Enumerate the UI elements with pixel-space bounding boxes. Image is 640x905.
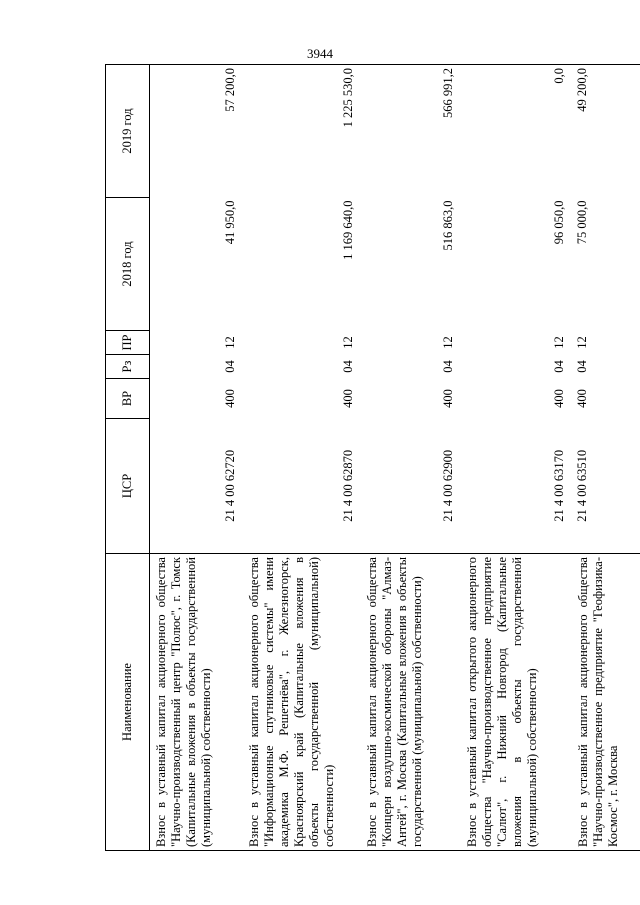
row-2018: 75 000,0 <box>575 200 589 245</box>
row-rz: 04 <box>552 360 566 373</box>
row-pr: 12 <box>341 336 355 349</box>
page-number: 3944 <box>307 46 333 61</box>
row-pr: 12 <box>441 336 455 349</box>
row-pr: 12 <box>575 336 589 349</box>
row-vr: 400 <box>223 389 237 408</box>
row-vr: 400 <box>341 389 355 408</box>
rotated-table-container <box>105 65 620 851</box>
row-2019: 0,0 <box>461 65 572 198</box>
row-name: Взнос в уставный капитал акционерного общества "Концерн воздушно-космической обороны "Алмаз-Антей", г. Москва (Капитальные вложения в объекты государственной (муниципальной) собственности) <box>361 554 461 851</box>
row-rz: 04 <box>223 360 237 373</box>
row-rz: 04 <box>575 360 589 373</box>
table-row <box>461 65 572 851</box>
row-rz: 04 <box>441 360 455 373</box>
header-rz: Рз <box>106 355 150 379</box>
header-2019: 2019 год <box>106 65 150 198</box>
row-csr: 21 4 00 63170 <box>552 449 566 522</box>
header-name: Наименование <box>106 554 150 851</box>
row-csr: 21 4 00 62900 <box>441 449 455 522</box>
row-name: Взнос в уставный капитал акционерного общества "Информационные спутниковые системы" имени академика М.Ф. Решетнёва", г. Железногорск, Красноярский край (Капитальные вложения в объекты государственной (муниципальной) собственности) <box>243 554 361 851</box>
row-2019: 57 200,0 <box>150 65 244 198</box>
table-row <box>150 65 244 851</box>
row-2018: 1 169 640,0 <box>341 200 355 260</box>
row-csr: 21 4 00 63510 <box>575 449 589 522</box>
row-pr: 12 <box>552 336 566 349</box>
row-2019: 49 200,0 <box>572 65 640 198</box>
row-name: Взнос в уставный капитал открытого акционерного общества "Научно-производственное предприятие "Салют", г. Нижний Новгород (Капитальные вложения в объекты государственной (муниципальной) собственности) <box>461 554 572 851</box>
header-vr: ВР <box>106 379 150 419</box>
row-2018: 41 950,0 <box>223 200 237 245</box>
header-csr: ЦСР <box>106 419 150 554</box>
table-row <box>243 65 361 851</box>
table-row <box>572 65 640 851</box>
budget-table <box>105 64 640 851</box>
row-2018: 516 863,0 <box>441 200 455 251</box>
table-header-row <box>106 65 150 851</box>
header-2018: 2018 год <box>106 198 150 331</box>
row-name: Взнос в уставный капитал акционерного общества "Научно-производственное предприятие "Геофизика-Космос", г. Москва <box>572 554 640 851</box>
row-vr: 400 <box>575 389 589 408</box>
row-csr: 21 4 00 62870 <box>341 449 355 522</box>
table-row <box>361 65 461 851</box>
row-rz: 04 <box>341 360 355 373</box>
row-2018: 96 050,0 <box>552 200 566 245</box>
row-2019: 1 225 530,0 <box>243 65 361 198</box>
row-csr: 21 4 00 62720 <box>223 449 237 522</box>
row-vr: 400 <box>441 389 455 408</box>
row-vr: 400 <box>552 389 566 408</box>
row-pr: 12 <box>223 336 237 349</box>
header-pr: ПР <box>106 331 150 355</box>
row-2019: 566 991,2 <box>361 65 461 198</box>
row-name: Взнос в уставный капитал акционерного общества "Научно-производственный центр "Полюс", г. Томск (Капитальные вложения в объекты государственной (муниципальной) собственности) <box>150 554 244 851</box>
